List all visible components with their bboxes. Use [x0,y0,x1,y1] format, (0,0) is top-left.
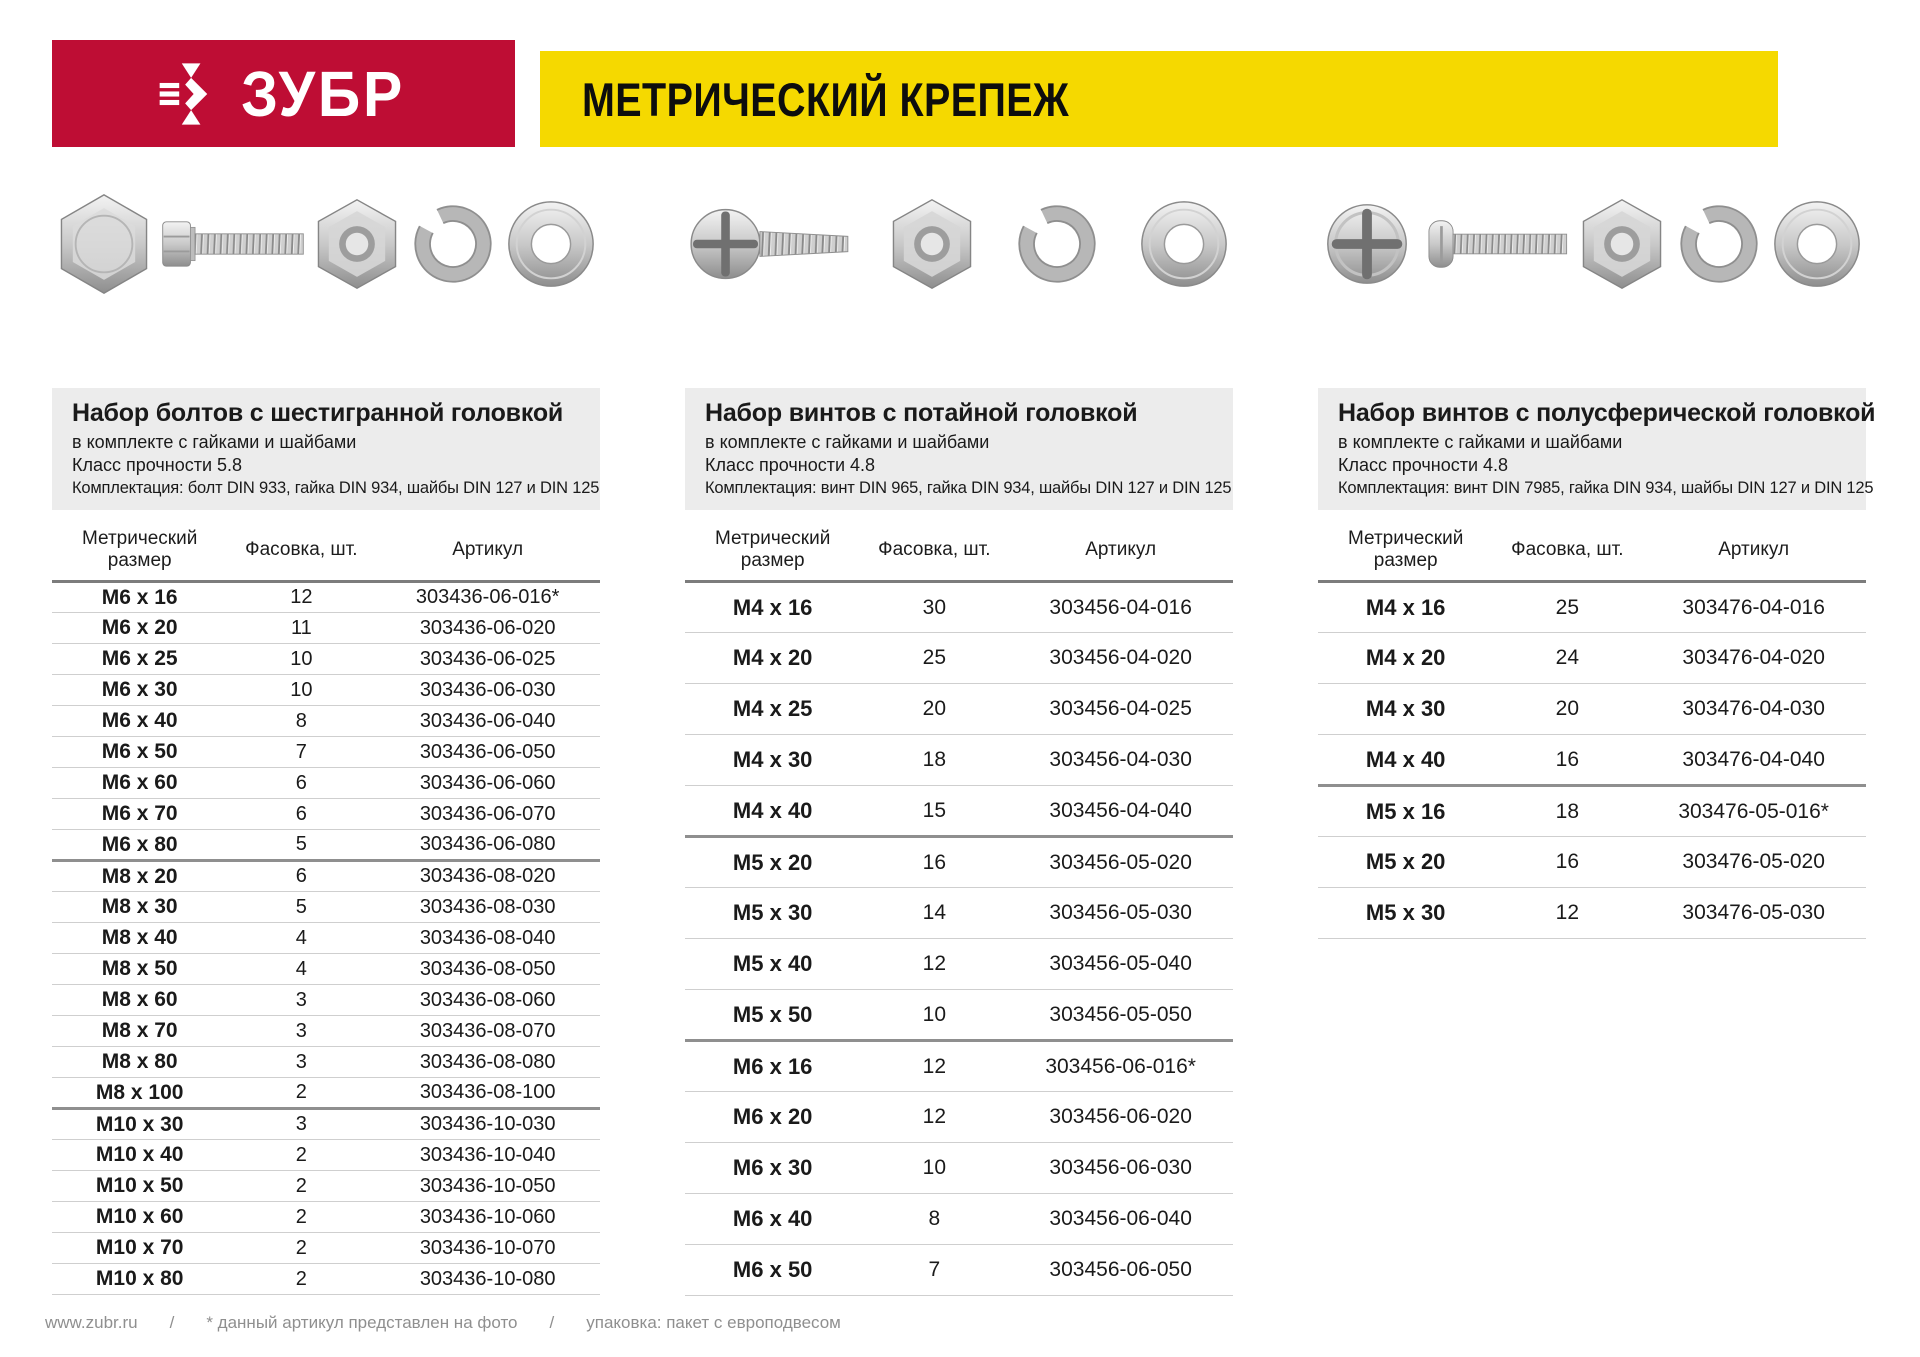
qty-cell: 2 [295,1081,307,1103]
qty-cell: 7 [295,740,307,763]
size-cell: M5 x 20 [1365,849,1446,874]
article-cell: 303436-08-100 [419,1081,556,1103]
article-cell: 303436-08-060 [419,988,556,1011]
size-cell: M6 x 20 [732,1104,813,1129]
size-cell: M4 x 20 [1365,645,1446,670]
table-row [52,1016,600,1047]
article-cell: 303476-04-016 [1682,595,1825,619]
qty-cell: 12 [922,952,947,975]
spec-table-countersunk-screws [685,528,1233,1296]
col-header-article: Артикул [1641,528,1866,582]
col-header-size: Метрический размер [685,528,860,582]
qty-cell: 25 [1555,595,1580,619]
size-cell: M6 x 16 [101,585,178,609]
size-cell: M4 x 16 [732,594,813,620]
size-cell: M6 x 30 [732,1155,813,1180]
size-cell: M10 x 60 [95,1205,184,1228]
qty-cell: 20 [922,697,947,720]
article-cell: 303456-06-030 [1049,1156,1192,1179]
footer-separator: / [549,1313,555,1332]
spec-table-body [1318,582,1866,939]
article-cell: 303436-08-030 [419,895,556,918]
article-cell: 303456-04-025 [1049,697,1192,720]
table-row [52,861,600,892]
article-cell: 303436-10-040 [419,1143,556,1166]
qty-cell: 3 [295,988,307,1011]
size-cell: M6 x 80 [101,832,178,856]
article-cell: 303476-04-020 [1682,646,1825,669]
size-cell: M8 x 60 [101,988,178,1011]
size-cell: M5 x 30 [732,900,813,925]
table-row [52,1140,600,1171]
qty-cell: 3 [295,1050,307,1073]
size-cell: M8 x 50 [101,957,178,980]
spec-table-hex-bolts [52,528,600,1295]
hex-nut-photo [885,197,979,291]
table-row [52,737,600,768]
table-row [52,1202,600,1233]
table-row [685,990,1233,1041]
article-cell: 303456-05-040 [1049,952,1192,975]
product-info [1318,388,1876,510]
article-cell: 303456-06-020 [1049,1105,1192,1128]
qty-cell: 2 [295,1205,307,1228]
strength-class: Класс прочности 4.8 [705,455,876,475]
size-cell: M6 x 60 [101,771,178,794]
size-cell: M4 x 40 [1365,746,1446,772]
qty-cell: 4 [295,957,307,980]
article-cell: 303476-05-020 [1682,850,1825,873]
size-cell: M5 x 20 [732,849,813,875]
packaging-note: упаковка: пакет с европодвесом [586,1313,841,1332]
qty-cell: 18 [922,748,947,771]
size-cell: M8 x 100 [95,1080,184,1104]
table-row [52,644,600,675]
col-header-article: Артикул [375,528,600,582]
product-title: Набор болтов с шестигранной головкой [72,399,564,427]
article-cell: 303436-08-020 [419,865,556,887]
article-cell: 303456-04-016 [1049,595,1192,619]
qty-cell: 2 [295,1267,307,1290]
product-column-countersunk-screws [685,178,1233,1296]
qty-cell: 2 [295,1143,307,1166]
article-cell: 303436-10-050 [419,1174,556,1197]
article-cell: 303436-06-080 [419,833,556,855]
spec-table-body [685,582,1233,1296]
table-row [1318,888,1866,939]
flat-washer-photo [1768,195,1866,293]
pan-head-face-photo [1318,195,1416,293]
col-header-qty: Фасовка, шт. [1493,528,1641,582]
size-cell: M6 x 40 [732,1206,813,1231]
qty-cell: 6 [295,865,307,887]
article-cell: 303456-06-040 [1049,1207,1192,1230]
size-cell: M4 x 30 [732,747,813,772]
qty-cell: 8 [295,709,307,732]
column-header-row [52,528,600,582]
size-cell: M8 x 20 [101,864,178,888]
footer-separator: / [169,1313,175,1332]
size-cell: M10 x 50 [95,1174,184,1197]
size-cell: M10 x 40 [95,1143,184,1166]
article-cell: 303476-04-040 [1682,747,1825,771]
article-cell: 303436-06-040 [419,709,556,732]
zubr-logo-icon [154,60,218,128]
qty-cell: 16 [922,850,947,874]
table-row [685,1194,1233,1245]
qty-cell: 12 [922,1054,947,1078]
qty-cell: 12 [1555,901,1580,924]
size-cell: M6 x 50 [101,740,178,763]
footnote-asterisk: * данный артикул представлен на фото [206,1313,518,1332]
article-cell: 303476-05-016* [1678,799,1829,823]
hex-nut-photo [310,197,404,291]
table-row [685,888,1233,939]
qty-cell: 12 [290,586,313,608]
table-row [52,954,600,985]
table-row [1318,633,1866,684]
size-cell: M5 x 50 [732,1001,813,1027]
size-cell: M8 x 80 [101,1050,178,1073]
catalog-columns [52,178,1876,1296]
article-cell: 303436-10-080 [419,1267,556,1290]
flat-washer-photo [502,195,600,293]
flat-washer-photo [1135,195,1233,293]
qty-cell: 10 [290,647,313,670]
qty-cell: 25 [922,646,947,669]
size-cell: M6 x 16 [732,1053,813,1079]
qty-cell: 6 [295,771,307,794]
table-row [52,923,600,954]
table-row [52,582,600,613]
size-cell: M8 x 40 [101,926,178,949]
table-row [1318,837,1866,888]
product-photos-hex-bolt-set [52,178,600,310]
qty-cell: 10 [922,1156,947,1179]
size-cell: M10 x 30 [95,1112,184,1136]
table-row [685,1041,1233,1092]
countersunk-screw-photo [685,201,853,287]
size-cell: M6 x 25 [101,647,178,670]
size-cell: M8 x 70 [101,1019,178,1042]
article-cell: 303436-06-030 [419,678,556,701]
size-cell: M6 x 50 [732,1257,813,1282]
table-row [52,1264,600,1295]
table-row [685,1092,1233,1143]
table-row [685,633,1233,684]
size-cell: M6 x 30 [101,678,178,701]
table-row [52,985,600,1016]
size-cell: M4 x 16 [1365,594,1446,620]
article-cell: 303456-04-030 [1049,748,1192,771]
size-cell: M10 x 80 [95,1267,184,1290]
product-subtitle: в комплекте с гайками и шайбами [1338,432,1623,452]
hex-nut-photo [1575,197,1669,291]
product-info [52,388,600,510]
qty-cell: 5 [295,895,307,918]
article-cell: 303436-10-030 [419,1113,556,1135]
qty-cell: 14 [922,901,947,924]
page-footer [45,1313,841,1333]
article-cell: 303436-10-060 [419,1205,556,1228]
qty-cell: 12 [922,1105,947,1128]
product-title: Набор винтов с полусферической головкой [1338,399,1876,427]
article-cell: 303436-06-016* [415,586,560,608]
article-cell: 303436-10-070 [419,1236,556,1259]
qty-cell: 4 [295,926,307,949]
table-row [52,706,600,737]
size-cell: M4 x 40 [732,797,813,823]
table-row [1318,684,1866,735]
size-cell: M4 x 20 [732,645,813,670]
column-header-row [685,528,1233,582]
qty-cell: 2 [295,1236,307,1259]
table-row [685,786,1233,837]
table-row [52,892,600,923]
size-cell: M5 x 30 [1365,900,1446,925]
size-cell: M6 x 20 [101,616,178,639]
article-cell: 303436-08-070 [419,1019,556,1042]
kit-contents: Комплектация: винт DIN 965, гайка DIN 934, шайбы DIN 127 и DIN 125 [705,479,1232,497]
col-header-qty: Фасовка, шт. [227,528,375,582]
article-cell: 303456-05-050 [1049,1002,1192,1026]
qty-cell: 18 [1555,799,1580,823]
size-cell: M6 x 70 [101,802,178,825]
spring-washer-photo [1011,198,1103,290]
qty-cell: 8 [928,1207,941,1230]
product-photos-panhead-set [1318,178,1866,310]
qty-cell: 20 [1555,697,1580,720]
article-cell: 303436-08-040 [419,926,556,949]
qty-cell: 3 [295,1019,307,1042]
table-row [52,675,600,706]
kit-contents: Комплектация: винт DIN 7985, гайка DIN 934, шайбы DIN 127 и DIN 125 [1338,479,1874,497]
qty-cell: 5 [295,833,307,855]
article-cell: 303456-04-040 [1049,798,1192,822]
article-cell: 303476-05-030 [1682,901,1825,924]
article-cell: 303476-04-030 [1682,697,1825,720]
table-row [685,1143,1233,1194]
table-row [52,1109,600,1140]
article-cell: 303456-04-020 [1049,646,1192,669]
table-row [52,830,600,861]
size-cell: M5 x 40 [732,951,813,976]
table-row [52,1047,600,1078]
article-cell: 303436-08-050 [419,957,556,980]
hex-bolt-head-photo [52,192,156,296]
qty-cell: 3 [295,1113,307,1135]
column-header-row [1318,528,1866,582]
hex-bolt-photo [159,207,307,281]
article-cell: 303436-06-050 [419,740,556,763]
article-cell: 303456-05-020 [1049,850,1192,874]
table-row [685,1245,1233,1296]
size-cell: M8 x 30 [101,895,178,918]
qty-cell: 2 [295,1174,307,1197]
product-photos-countersunk-set [685,178,1233,310]
qty-cell: 10 [290,678,313,701]
kit-contents: Комплектация: болт DIN 933, гайка DIN 934, шайбы DIN 127 и DIN 125 [72,479,600,497]
product-subtitle: в комплекте с гайками и шайбами [72,432,357,452]
table-row [52,799,600,830]
size-cell: M6 x 40 [101,709,178,732]
qty-cell: 15 [922,798,947,822]
size-cell: M10 x 70 [95,1236,184,1259]
spec-table-panhead-screws [1318,528,1866,939]
banner-title: МЕТРИЧЕСКИЙ КРЕПЕЖ [582,72,1070,126]
brand-name: ЗУБР [241,57,406,130]
table-row [52,1233,600,1264]
qty-cell: 30 [922,595,947,619]
qty-cell: 10 [922,1002,947,1026]
article-cell: 303436-06-025 [419,647,556,670]
col-header-size: Метрический размер [52,528,227,582]
table-row [685,837,1233,888]
table-row [685,684,1233,735]
qty-cell: 6 [295,802,307,825]
article-cell: 303456-05-030 [1049,901,1192,924]
article-cell: 303436-06-060 [419,771,556,794]
qty-cell: 16 [1555,747,1580,771]
article-cell: 303436-06-020 [419,616,556,639]
col-header-qty: Фасовка, шт. [860,528,1008,582]
strength-class: Класс прочности 4.8 [1338,455,1509,475]
size-cell: M4 x 30 [1365,696,1446,721]
spring-washer-photo [407,198,499,290]
article-cell: 303436-08-080 [419,1050,556,1073]
table-row [52,768,600,799]
table-row [685,735,1233,786]
zubr-logo [52,40,515,147]
size-cell: M4 x 25 [732,696,813,721]
table-row [1318,735,1866,786]
qty-cell: 16 [1555,850,1580,873]
article-cell: 303456-06-050 [1049,1258,1192,1281]
category-banner [540,51,1778,147]
col-header-article: Артикул [1008,528,1233,582]
qty-cell: 7 [928,1258,941,1281]
pan-head-screw-photo [1420,208,1572,280]
table-row [685,582,1233,633]
spring-washer-photo [1673,198,1765,290]
table-row [52,613,600,644]
product-column-hex-bolts [52,178,600,1295]
table-row [52,1171,600,1202]
article-cell: 303456-06-016* [1045,1054,1196,1078]
table-row [1318,582,1866,633]
product-column-panhead-screws [1318,178,1876,939]
strength-class: Класс прочности 5.8 [72,455,243,475]
table-row [52,1078,600,1109]
qty-cell: 24 [1555,646,1580,669]
product-subtitle: в комплекте с гайками и шайбами [705,432,990,452]
qty-cell: 11 [290,616,312,639]
table-row [1318,786,1866,837]
article-cell: 303436-06-070 [419,802,556,825]
product-title: Набор винтов с потайной головкой [705,399,1138,427]
size-cell: M5 x 16 [1365,798,1446,824]
product-info [685,388,1233,510]
site-url: www.zubr.ru [45,1313,138,1332]
col-header-size: Метрический размер [1318,528,1493,582]
spec-table-body [52,582,600,1295]
table-row [685,939,1233,990]
